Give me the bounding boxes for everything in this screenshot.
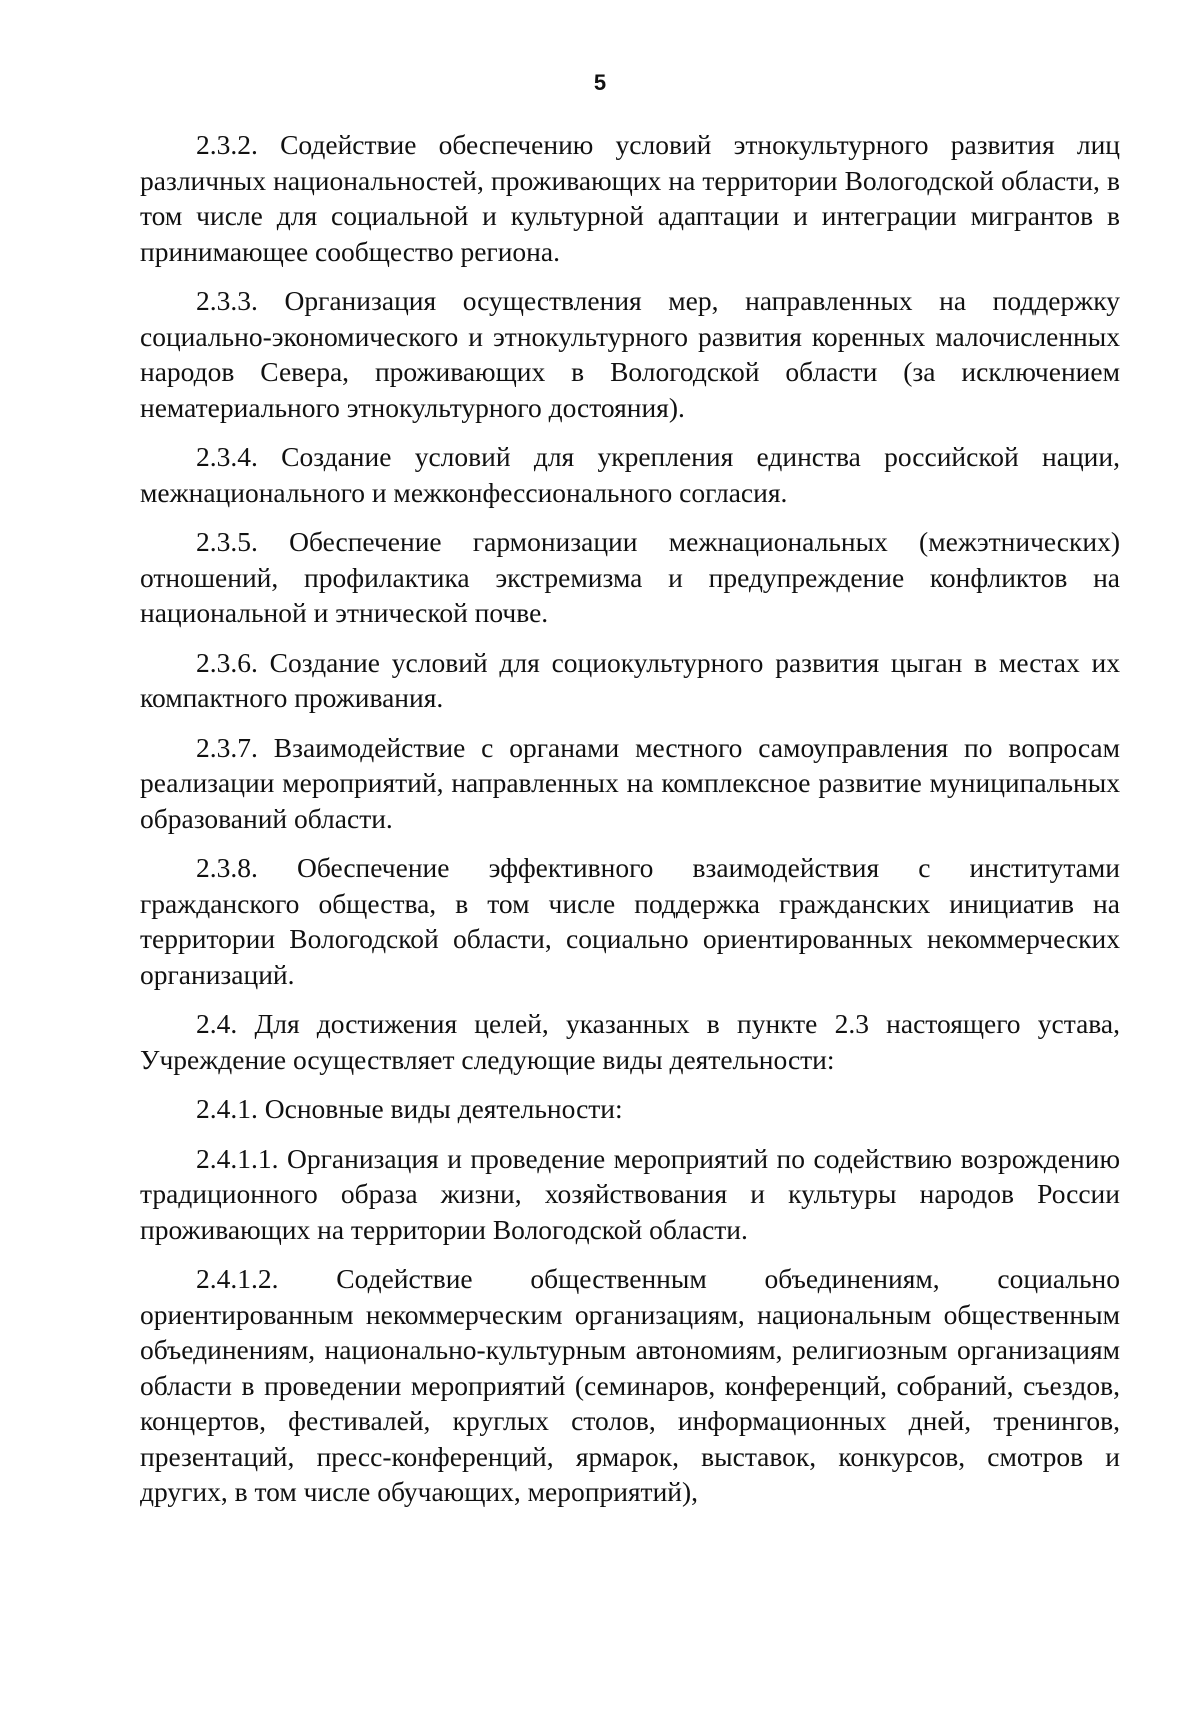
paragraph-2-4-1: 2.4.1. Основные виды деятельности:: [196, 1093, 623, 1124]
paragraph-2-3-6: 2.3.6. Создание условий для социокультурного развития цыган в местах их компактного проживания.: [140, 646, 1120, 713]
paragraph-2-3-2: 2.3.2. Содействие обеспечению условий этнокультурного развития лиц различных национальностей, проживающих на территории Вологодской области, в том числе для социальной и культурной адаптации и интеграции мигрантов в принимающее сообщество региона.: [140, 129, 1120, 267]
paragraph-2-3-7: 2.3.7. Взаимодействие с органами местного самоуправления по вопросам реализации мероприятий, направленных на комплексное развитие муниципальных образований области.: [140, 731, 1120, 834]
paragraph-2-4-1-1: 2.4.1.1. Организация и проведение мероприятий по содействию возрождению традиционного образа жизни, хозяйствования и культуры народов России проживающих на территории Вологодской области.: [140, 1142, 1120, 1245]
paragraph-2-3-5: 2.3.5. Обеспечение гармонизации межнациональных (межэтнических) отношений, профилактика экстремизма и предупреждение конфликтов на национальной и этнической почве.: [140, 526, 1120, 628]
paragraph-2-3-4: 2.3.4. Создание условий для укрепления единства российской нации, межнационального и межконфессионального согласия.: [140, 441, 1120, 508]
paragraph-2-3-3: 2.3.3. Организация осуществления мер, направленных на поддержку социально-экономического и этнокультурного развития коренных малочисленных народов Севера, проживающих в Вологодской области (за исключением нематериального этнокультурного достояния).: [140, 285, 1120, 423]
page-number: 5: [593, 70, 607, 95]
paragraph-2-3-8: 2.3.8. Обеспечение эффективного взаимодействия с институтами гражданского общества, в том числе поддержка гражданских инициатив на территории Вологодской области, социально ориентированных некоммерческих организаций.: [140, 852, 1120, 990]
document-body: [140, 127, 1120, 1524]
paragraph-2-4: 2.4. Для достижения целей, указанных в пункте 2.3 настоящего устава, Учреждение осуществляет следующие виды деятельности:: [140, 1008, 1120, 1075]
paragraph-2-4-1-2: 2.4.1.2. Содействие общественным объединениям, социально ориентированным некоммерческим организациям, национальным общественным объединениям, национально-культурным автономиям, религиозным организациям области в проведении мероприятий (семинаров, конференций, собраний, съездов, концертов, фестивалей, круглых столов, информационных дней, тренингов, презентаций, пресс-конференций, ярмарок, выставок, конкурсов, смотров и других, в том числе обучающих, мероприятий),: [140, 1263, 1120, 1507]
